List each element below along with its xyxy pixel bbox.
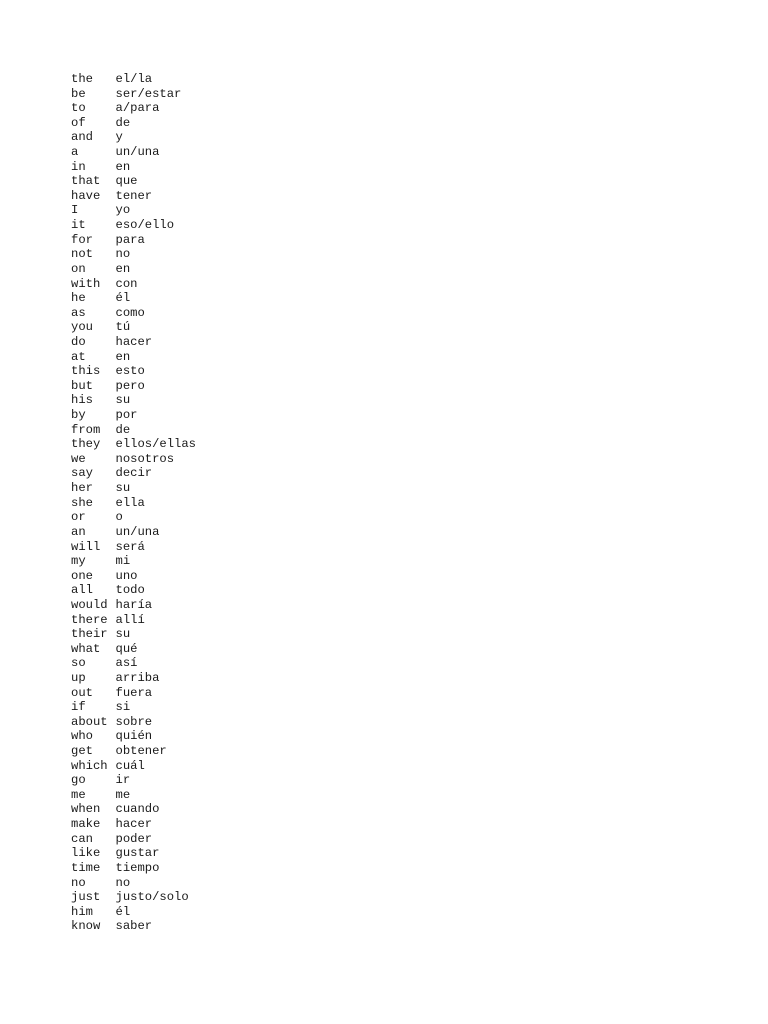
english-word: for <box>71 232 93 247</box>
spanish-translation: cuando <box>115 802 160 817</box>
word-pair-row <box>71 686 196 701</box>
english-word: they <box>71 437 101 452</box>
word-pair-row <box>71 116 196 131</box>
english-word: no <box>71 875 86 890</box>
spanish-translation: el/la <box>115 72 153 86</box>
spanish-translation: saber <box>115 919 153 934</box>
english-word: that <box>71 174 101 189</box>
english-word: not <box>71 247 93 262</box>
word-pair-row <box>71 174 196 189</box>
spanish-translation: su <box>115 393 131 408</box>
spanish-translation: poder <box>115 831 153 846</box>
word-pair-row <box>71 203 196 218</box>
word-pair-row <box>71 613 196 628</box>
spanish-translation: él <box>115 291 131 306</box>
word-pair-row <box>71 919 196 934</box>
word-pair-row <box>71 247 196 262</box>
spanish-translation: así <box>115 656 138 671</box>
english-word: their <box>71 627 108 642</box>
spanish-translation: en <box>115 261 131 276</box>
word-pair-row <box>71 233 196 248</box>
spanish-translation: justo/solo <box>115 890 189 905</box>
english-word: in <box>71 159 86 174</box>
english-word: have <box>71 188 101 203</box>
spanish-translation: mi <box>115 554 131 569</box>
spanish-translation: quién <box>115 729 153 744</box>
word-pair-row <box>71 832 196 847</box>
word-pair-row <box>71 437 196 452</box>
english-word: he <box>71 291 86 306</box>
word-pair-row <box>71 335 196 350</box>
word-pair-row <box>71 890 196 905</box>
word-pair-row <box>71 320 196 335</box>
english-word: her <box>71 481 93 496</box>
word-pair-row <box>71 817 196 832</box>
word-pair-row <box>71 715 196 730</box>
spanish-translation: y <box>115 130 123 145</box>
english-word: my <box>71 554 86 569</box>
english-word: will <box>71 539 101 554</box>
english-word: as <box>71 305 86 320</box>
word-pair-row <box>71 788 196 803</box>
english-word: when <box>71 802 101 817</box>
word-pair-row <box>71 277 196 292</box>
spanish-translation: hacer <box>115 334 153 349</box>
english-word: an <box>71 524 86 539</box>
spanish-translation: cuál <box>115 758 145 773</box>
spanish-translation: yo <box>115 203 131 218</box>
english-word: like <box>71 846 101 861</box>
word-pair-row <box>71 583 196 598</box>
english-word: we <box>71 451 86 466</box>
spanish-translation: un/una <box>115 145 160 160</box>
spanish-translation: todo <box>115 583 145 598</box>
word-pair-row <box>71 496 196 511</box>
spanish-translation: me <box>115 787 131 802</box>
english-word: so <box>71 656 86 671</box>
english-word: if <box>71 700 86 715</box>
spanish-translation: ellos/ellas <box>115 437 196 452</box>
english-word: all <box>71 583 93 598</box>
english-word: would <box>71 597 108 612</box>
spanish-translation: tú <box>115 320 131 335</box>
english-word: she <box>71 495 93 510</box>
word-pair-row <box>71 306 196 321</box>
english-word: at <box>71 349 86 364</box>
spanish-translation: ella <box>115 495 145 510</box>
word-pair-row <box>71 130 196 145</box>
english-word: do <box>71 334 86 349</box>
spanish-translation: de <box>115 422 131 437</box>
word-pair-row <box>71 759 196 774</box>
english-word: get <box>71 744 93 759</box>
english-word: what <box>71 641 101 656</box>
english-word: or <box>71 510 86 525</box>
spanish-translation: tener <box>115 188 153 203</box>
spanish-translation: decir <box>115 466 153 481</box>
english-word: of <box>71 115 86 130</box>
spanish-translation: si <box>115 700 131 715</box>
word-pair-row <box>71 393 196 408</box>
word-pair-row <box>71 350 196 365</box>
spanish-translation: a/para <box>115 101 160 116</box>
word-pair-row <box>71 846 196 861</box>
spanish-translation: hacer <box>115 817 153 832</box>
english-word: I <box>71 203 79 218</box>
english-word: you <box>71 320 93 335</box>
word-pair-row <box>71 540 196 555</box>
word-pair-row <box>71 101 196 116</box>
english-word: just <box>71 890 101 905</box>
english-word: to <box>71 101 86 116</box>
english-word: out <box>71 685 93 700</box>
spanish-translation: gustar <box>115 846 160 861</box>
word-pair-row <box>71 627 196 642</box>
word-pair-row <box>71 452 196 467</box>
word-pair-row <box>71 466 196 481</box>
spanish-translation: nosotros <box>115 451 175 466</box>
english-word: his <box>71 393 93 408</box>
word-pair-row <box>71 218 196 233</box>
spanish-translation: en <box>115 349 131 364</box>
word-pair-row <box>71 481 196 496</box>
spanish-translation: él <box>115 904 131 919</box>
spanish-translation: eso/ello <box>115 218 175 233</box>
english-word: it <box>71 218 86 233</box>
word-pair-row <box>71 569 196 584</box>
word-pair-row <box>71 729 196 744</box>
english-word: time <box>71 860 101 875</box>
spanish-translation: obtener <box>115 744 167 759</box>
word-pair-row <box>71 802 196 817</box>
word-pair-row <box>71 160 196 175</box>
english-word: from <box>71 422 101 437</box>
word-pair-row <box>71 510 196 525</box>
spanish-translation: como <box>115 305 145 320</box>
spanish-translation: no <box>115 247 131 262</box>
spanish-translation: o <box>115 510 123 525</box>
word-list <box>71 72 196 934</box>
spanish-translation: fuera <box>115 685 153 700</box>
english-word: there <box>71 612 108 627</box>
english-word: this <box>71 364 101 379</box>
word-pair-row <box>71 876 196 891</box>
word-pair-row <box>71 291 196 306</box>
english-word: but <box>71 378 93 393</box>
english-word: go <box>71 773 86 788</box>
english-word: who <box>71 729 93 744</box>
spanish-translation: su <box>115 481 131 496</box>
english-word: say <box>71 466 93 481</box>
word-pair-row <box>71 189 196 204</box>
spanish-translation: que <box>115 174 138 189</box>
english-word: the <box>71 72 93 86</box>
word-pair-row <box>71 554 196 569</box>
english-word: make <box>71 817 101 832</box>
word-pair-row <box>71 642 196 657</box>
spanish-translation: por <box>115 408 138 423</box>
english-word: up <box>71 670 86 685</box>
word-pair-row <box>71 773 196 788</box>
english-word: be <box>71 86 86 101</box>
english-word: which <box>71 758 108 773</box>
spanish-translation: será <box>115 539 145 554</box>
spanish-translation: arriba <box>115 670 160 685</box>
word-pair-row <box>71 598 196 613</box>
word-pair-row <box>71 72 196 87</box>
word-pair-row <box>71 423 196 438</box>
english-word: a <box>71 145 79 160</box>
word-pair-row <box>71 87 196 102</box>
spanish-translation: qué <box>115 641 138 656</box>
spanish-translation: esto <box>115 364 145 379</box>
spanish-translation: con <box>115 276 138 291</box>
word-pair-row <box>71 145 196 160</box>
spanish-translation: ir <box>115 773 131 788</box>
english-word: and <box>71 130 93 145</box>
word-pair-row <box>71 525 196 540</box>
word-pair-row <box>71 262 196 277</box>
spanish-translation: ser/estar <box>115 86 182 101</box>
word-pair-row <box>71 364 196 379</box>
english-word: one <box>71 568 93 583</box>
spanish-translation: pero <box>115 378 145 393</box>
spanish-translation: sobre <box>115 714 153 729</box>
spanish-translation: de <box>115 115 131 130</box>
english-word: know <box>71 919 101 934</box>
spanish-translation: para <box>115 232 145 247</box>
english-word: can <box>71 831 93 846</box>
word-pair-row <box>71 700 196 715</box>
spanish-translation: en <box>115 159 131 174</box>
english-word: about <box>71 714 108 729</box>
english-word: with <box>71 276 101 291</box>
word-pair-row <box>71 379 196 394</box>
spanish-translation: un/una <box>115 524 160 539</box>
word-pair-row <box>71 861 196 876</box>
spanish-translation: allí <box>115 612 145 627</box>
spanish-translation: su <box>115 627 131 642</box>
spanish-translation: tiempo <box>115 860 160 875</box>
spanish-translation: haría <box>115 597 153 612</box>
word-pair-row <box>71 671 196 686</box>
word-pair-row <box>71 656 196 671</box>
spanish-translation: uno <box>115 568 138 583</box>
word-pair-row <box>71 744 196 759</box>
word-pair-row <box>71 905 196 920</box>
english-word: on <box>71 261 86 276</box>
word-pair-row <box>71 408 196 423</box>
spanish-translation: no <box>115 875 131 890</box>
english-word: him <box>71 904 93 919</box>
english-word: by <box>71 408 86 423</box>
english-word: me <box>71 787 86 802</box>
